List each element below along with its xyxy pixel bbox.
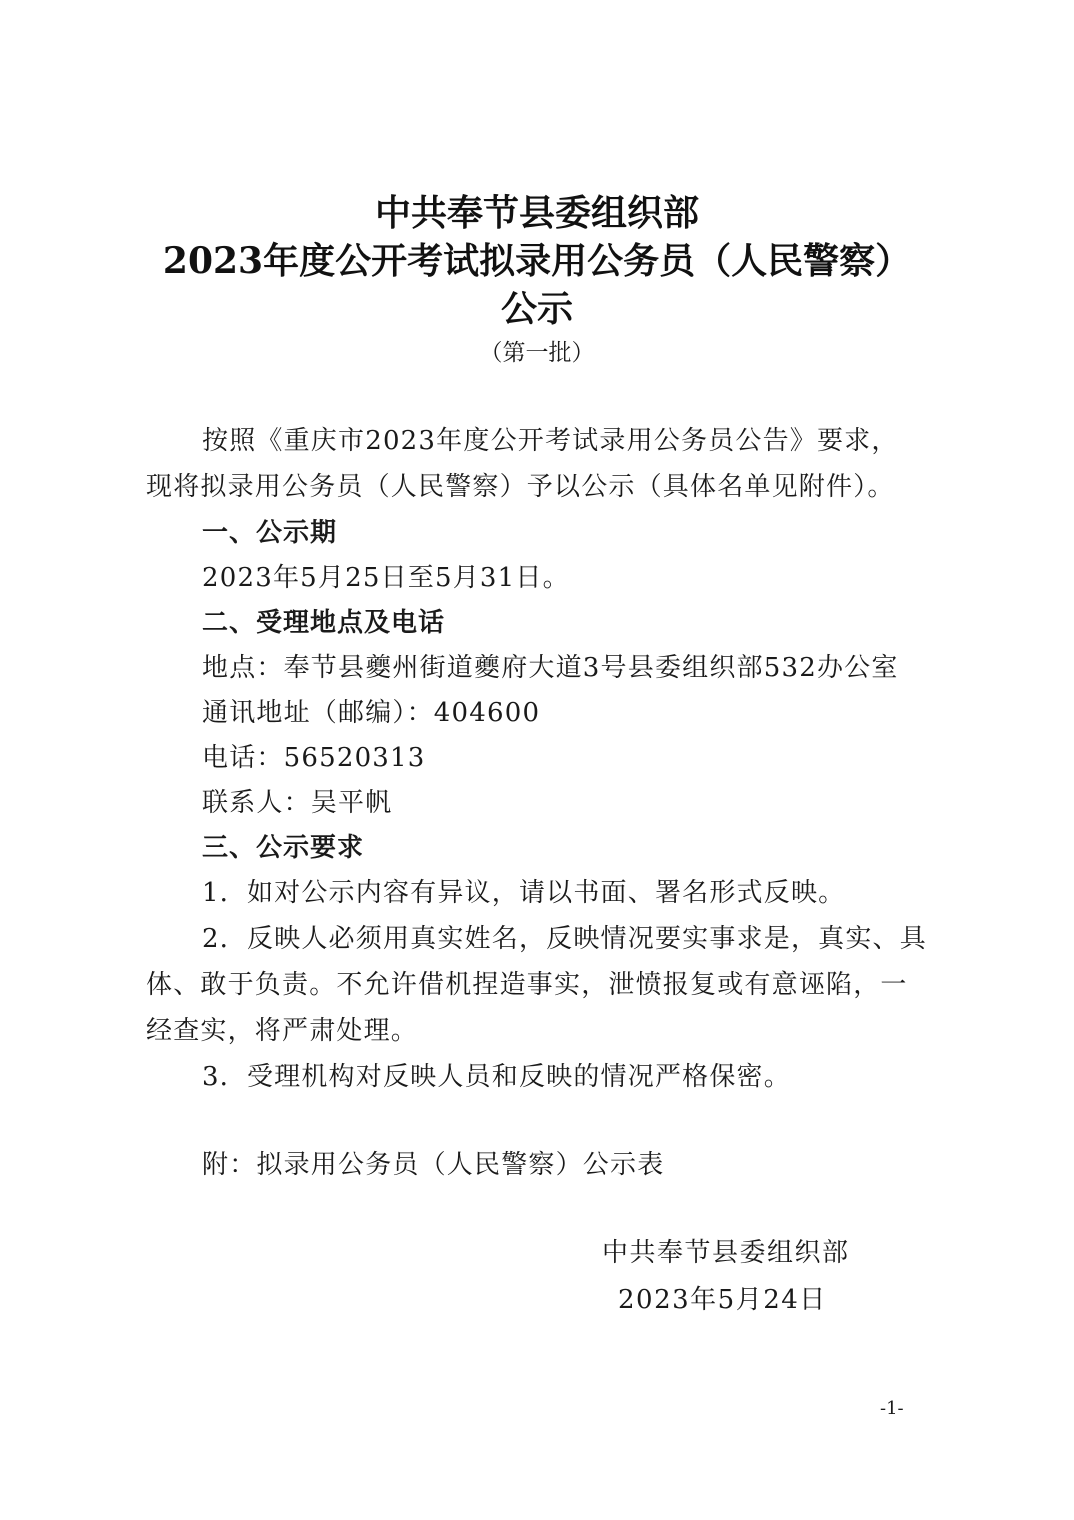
title-line-1: 中共奉节县委组织部 [374, 192, 699, 234]
batch-label: （第一批） [479, 340, 595, 366]
phone-line: 电话：56520313 [202, 743, 426, 773]
requirement-3: 3．受理机构对反映人员和反映的情况严格保密。 [202, 1062, 791, 1092]
signature-date: 2023年5月24日 [618, 1285, 827, 1315]
intro-line-1: 按照《重庆市2023年度公开考试录用公务员公告》要求， [202, 426, 899, 456]
section-3-heading: 三、公示要求 [202, 833, 365, 863]
page-number: -1- [880, 1398, 904, 1419]
postal-line: 通讯地址（邮编）：404600 [202, 698, 541, 728]
requirement-2-line-2: 体、敢于负责。不允许借机捏造事实，泄愤报复或有意诬陷，一 [146, 970, 908, 1000]
intro-line-2: 现将拟录用公务员（人民警察）予以公示（具体名单见附件）。 [146, 472, 895, 502]
requirement-1: 1．如对公示内容有异议，请以书面、署名形式反映。 [202, 878, 846, 908]
section-2-heading: 二、受理地点及电话 [202, 608, 446, 638]
requirement-2-line-1: 2．反映人必须用真实姓名，反映情况要实事求是，真实、具 [202, 924, 927, 954]
title-line-2: 2023年度公开考试拟录用公务员（人民警察） [162, 240, 912, 282]
contact-line: 联系人：吴平帆 [202, 788, 393, 818]
section-1-text: 2023年5月25日至5月31日。 [202, 563, 570, 593]
section-1-heading: 一、公示期 [202, 518, 338, 548]
attachment-line: 附：拟录用公务员（人民警察）公示表 [202, 1150, 665, 1180]
title-line-3: 公示 [500, 288, 573, 330]
address-line: 地点：奉节县夔州街道夔府大道3号县委组织部532办公室 [202, 653, 899, 683]
signature-org: 中共奉节县委组织部 [602, 1238, 850, 1268]
requirement-2-line-3: 经查实，将严肃处理。 [146, 1016, 419, 1046]
